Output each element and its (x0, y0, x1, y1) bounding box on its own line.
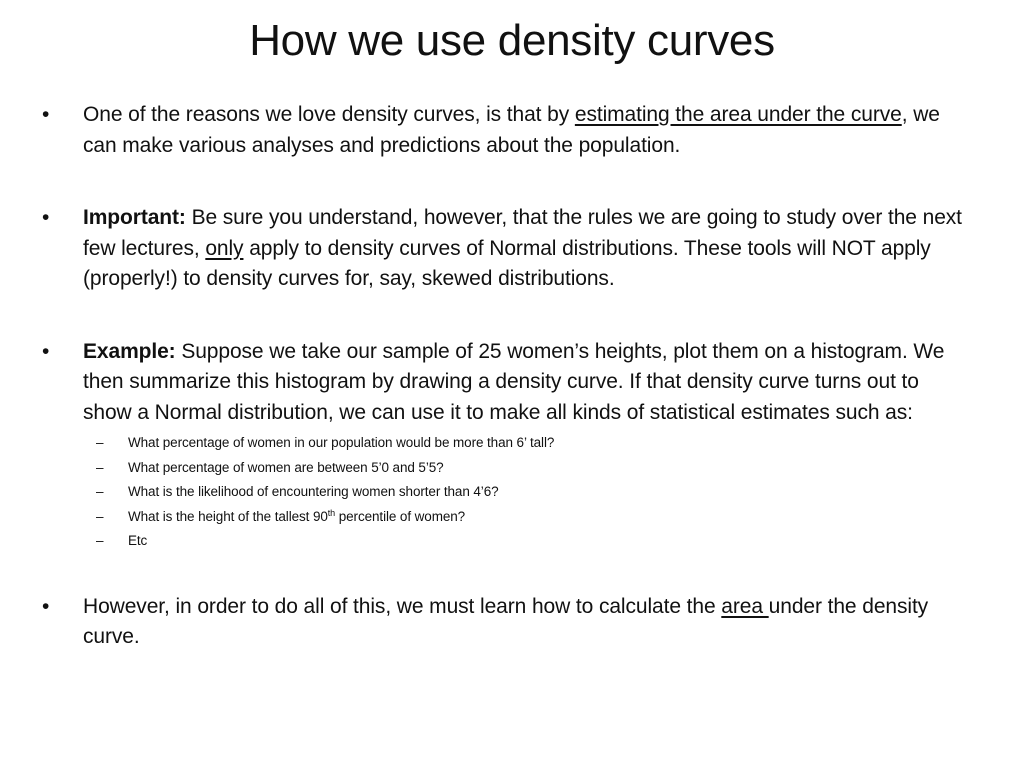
bullet-item-area-analysis (42, 100, 972, 161)
dash-marker: – (96, 484, 104, 500)
bullet-text: One of the reasons we love density curves, is that by (83, 103, 575, 126)
sub-bullet-text: percentile of women? (335, 508, 466, 524)
slide-content (42, 100, 972, 653)
bullet-text: Suppose we take our sample of 25 women’s heights, plot them on a histogram. We then summarize this histogram by drawing a density curve. If that density curve turns out to show a Normal distribution, we can use it to make all kinds of statistical estimates such as: (83, 339, 945, 424)
sub-bullet-text: What percentage of women in our population would be more than 6’ tall? (128, 435, 555, 450)
bullet-marker: • (42, 339, 50, 363)
bullet-text: under the density curve. (83, 594, 929, 649)
bold-label: Example: (83, 339, 176, 363)
sub-bullet-item (83, 431, 972, 456)
sub-bullet-text: What percentage of women are between 5’0 and 5’5? (128, 459, 444, 475)
bullet-item-example (42, 337, 972, 554)
slide-title: How we use density curves (249, 16, 775, 65)
dash-marker: – (96, 533, 104, 549)
sub-bullet-item (83, 456, 972, 481)
sub-bullet-item (83, 505, 972, 530)
sub-bullet-text: Etc (128, 533, 148, 549)
bullet-text: apply to density curves of Normal distributions. These tools will NOT apply (properly!) to density curves for, say, skewed distributions. (83, 236, 931, 290)
superscript: th (327, 507, 336, 518)
sub-bullet-text: What is the likelihood of encountering women shorter than 4’6? (128, 484, 499, 500)
underlined-phrase: estimating the area under the curve (574, 103, 902, 126)
bullet-item-important (42, 203, 972, 295)
bullet-text: , we can make various analyses and predictions about the population. (83, 103, 940, 157)
bullet-marker: • (42, 594, 50, 618)
dash-marker: – (96, 508, 104, 524)
underlined-phrase: only (205, 236, 244, 260)
bullet-text: Be sure you understand, however, that the rules we are going to study over the next few lectures, (83, 206, 962, 260)
dash-marker: – (96, 435, 104, 450)
dash-marker: – (96, 459, 104, 475)
bold-label: Important: (83, 206, 186, 229)
sub-bullet-item (83, 480, 972, 505)
bullet-marker: • (42, 103, 50, 126)
sub-bullet-item (83, 529, 972, 554)
bullet-item-however (42, 592, 972, 653)
sub-bullet-list (83, 431, 972, 554)
bullet-text: However, in order to do all of this, we must learn how to calculate the (83, 594, 722, 618)
sub-bullet-text: What is the height of the tallest 90 (128, 508, 328, 524)
underlined-phrase: area (721, 594, 769, 618)
bullet-marker: • (42, 206, 50, 229)
